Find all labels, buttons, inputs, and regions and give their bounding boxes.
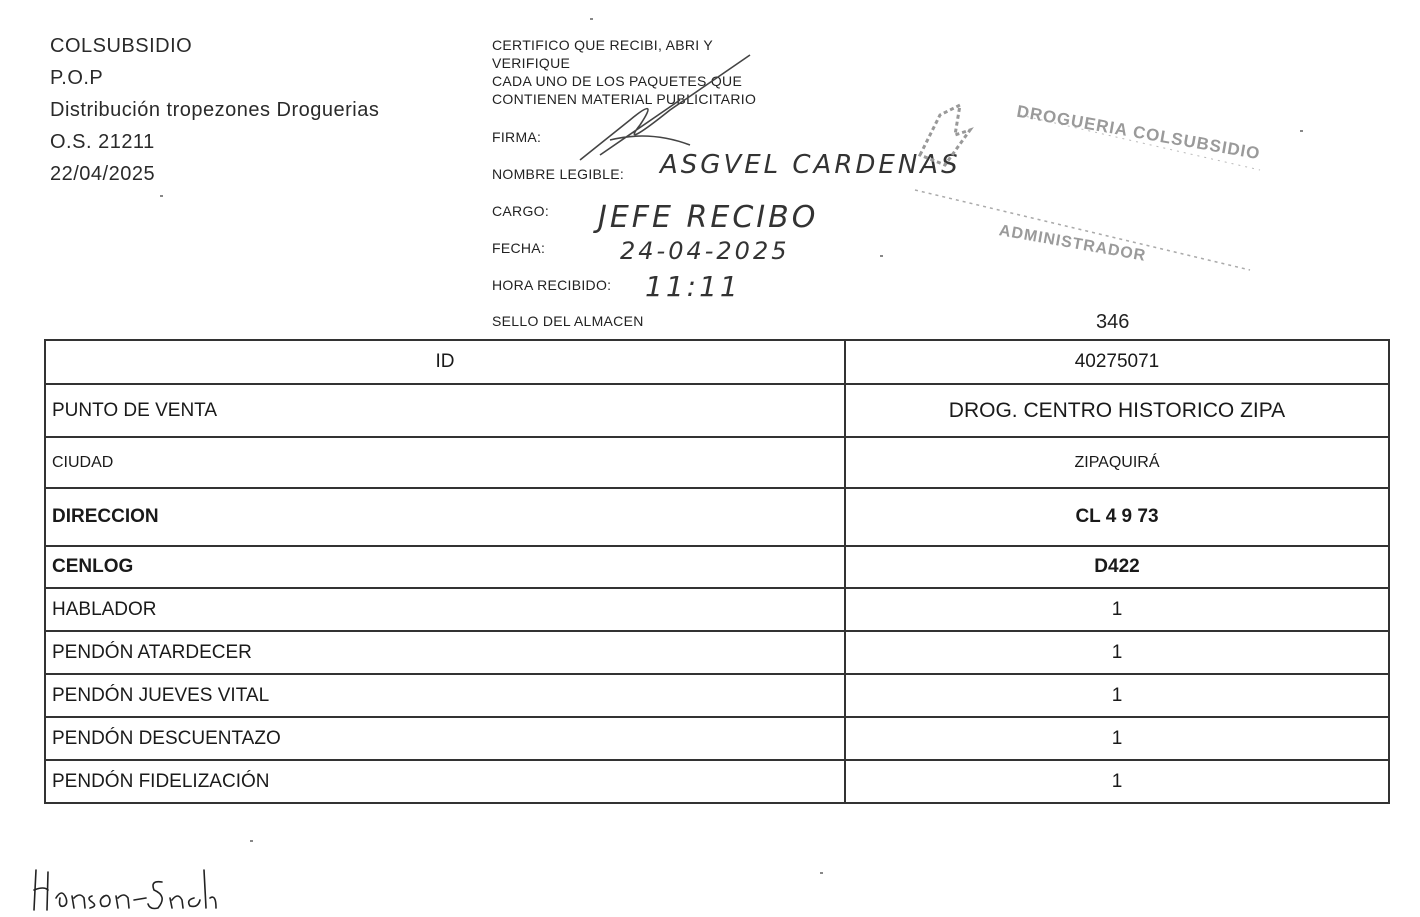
row-value: 40275071 — [845, 340, 1389, 384]
cargo-label: CARGO: — [492, 203, 550, 219]
fecha-label: FECHA: — [492, 240, 546, 256]
scan-speck — [250, 840, 253, 842]
table-row — [45, 546, 1389, 588]
row-value: D422 — [845, 546, 1389, 588]
table-row — [45, 340, 1389, 384]
row-label: CENLOG — [45, 546, 845, 588]
row-label: DIRECCION — [45, 488, 845, 546]
row-label: HABLADOR — [45, 588, 845, 631]
table-row — [45, 488, 1389, 546]
sello-label: SELLO DEL ALMACEN — [492, 313, 644, 329]
row-label: PUNTO DE VENTA — [45, 384, 845, 437]
hora-label: HORA RECIBIDO: — [492, 277, 612, 293]
stamp-line-2: ADMINISTRADOR — [997, 222, 1148, 265]
scan-speck — [1300, 130, 1303, 132]
firma-label: FIRMA: — [492, 129, 542, 145]
scan-speck — [880, 255, 883, 257]
row-value: 1 — [845, 674, 1389, 717]
table-row — [45, 760, 1389, 803]
row-label: CIUDAD — [45, 437, 845, 488]
row-value: ZIPAQUIRÁ — [845, 437, 1389, 488]
row-value: 1 — [845, 717, 1389, 760]
pop-label: P.O.P — [50, 67, 104, 89]
row-value: 1 — [845, 631, 1389, 674]
table-row — [45, 588, 1389, 631]
row-label: PENDÓN DESCUENTAZO — [45, 717, 845, 760]
document-header — [50, 30, 379, 190]
row-label: ID — [45, 340, 845, 384]
delivery-table — [44, 339, 1390, 804]
hora-value: 11:11 — [645, 270, 741, 303]
scan-speck — [160, 195, 163, 197]
row-value: DROG. CENTRO HISTORICO ZIPA — [845, 384, 1389, 437]
footer-signature-icon — [30, 862, 220, 917]
document-date: 22/04/2025 — [50, 163, 156, 185]
table-row — [45, 384, 1389, 437]
warehouse-stamp — [900, 95, 1270, 285]
store-number: 346 — [1096, 311, 1130, 333]
table-row — [45, 717, 1389, 760]
table-row — [45, 631, 1389, 674]
row-value: 1 — [845, 588, 1389, 631]
table-row — [45, 674, 1389, 717]
nombre-label: NOMBRE LEGIBLE: — [492, 166, 625, 182]
certification-text: CERTIFICO QUE RECIBI, ABRI Y VERIFIQUE CADA UNO DE LOS PAQUETES QUE CONTIENEN MATERIAL PUBLICITARIO — [492, 37, 757, 107]
table-row — [45, 437, 1389, 488]
stamp-line-1: DROGUERIA COLSUBSIDIO — [1015, 101, 1262, 164]
row-label: PENDÓN FIDELIZACIÓN — [45, 760, 845, 803]
scan-speck — [820, 872, 823, 874]
row-value: CL 4 9 73 — [845, 488, 1389, 546]
cargo-value: JEFE RECIBO — [598, 200, 819, 235]
nombre-value: ASGVEL CARDENAS — [660, 150, 961, 180]
distribution-description: Distribución tropezones Droguerias — [50, 99, 380, 121]
scan-speck — [590, 18, 593, 20]
row-value: 1 — [845, 760, 1389, 803]
row-label: PENDÓN ATARDECER — [45, 631, 845, 674]
order-number: O.S. 21211 — [50, 131, 155, 153]
fecha-value: 24-04-2025 — [620, 237, 790, 265]
company-name: COLSUBSIDIO — [50, 35, 193, 57]
row-label: PENDÓN JUEVES VITAL — [45, 674, 845, 717]
